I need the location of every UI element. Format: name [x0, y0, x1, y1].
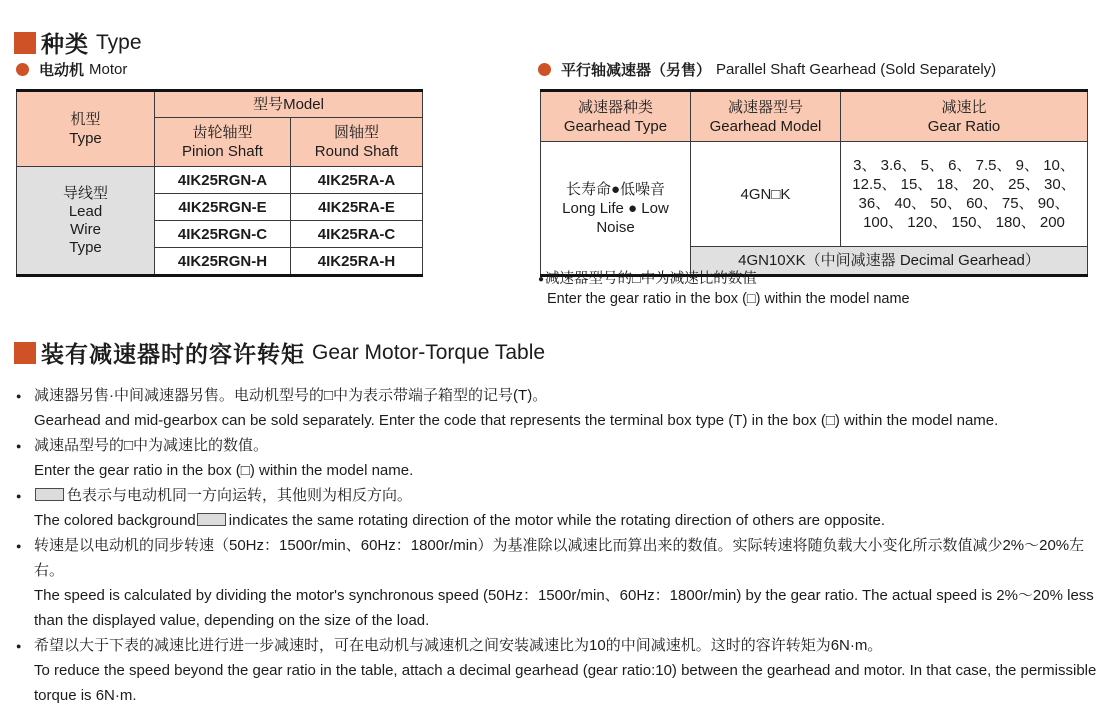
motor-col-model-header: 型号Model	[155, 91, 423, 118]
ratio-line: 3、 3.6、 5、 6、 7.5、 9、 10、	[853, 157, 1075, 174]
bullet-icon: ●	[16, 541, 22, 551]
section-torque-header	[14, 336, 545, 369]
col-type-cn: 机型	[70, 111, 101, 128]
table-row	[17, 167, 423, 194]
col1-en: Gearhead Type	[563, 117, 668, 135]
gearhead-model-cell: 4GN□K	[691, 142, 841, 247]
gear-ratio-cell	[841, 142, 1088, 247]
col-round-cn: 圆轴型	[334, 124, 380, 141]
bullet-icon: ●	[16, 391, 22, 401]
row-group-line: Wire	[70, 220, 101, 238]
motor-col-type-header	[17, 91, 155, 167]
ratio-line: 100、 120、 150、 180、 200	[863, 214, 1065, 231]
list-item	[16, 383, 1108, 433]
note-cn: 减速器另售·中间减速器另售。电动机型号的□中为表示带端子箱型的记号(T)。	[34, 387, 548, 404]
motor-heading	[16, 59, 127, 80]
model-cell: 4IK25RGN-A	[155, 167, 291, 194]
gearhead-col-model-header	[691, 91, 841, 142]
section-type-title-cn: 种类	[41, 31, 89, 57]
col2-en: Gearhead Model	[709, 117, 822, 135]
section-marker-icon	[14, 32, 36, 54]
note-cn	[34, 483, 1108, 508]
row-group-line: Type	[69, 238, 102, 256]
model-cell: 4IK25RGN-C	[155, 221, 291, 248]
col3-en: Gear Ratio	[927, 117, 1001, 135]
note-en: The speed is calculated by dividing the motor's synchronous speed (50Hz：1500r/min、60Hz：1800r/min) by the gear ratio. The actual speed is 2%～20% less than the displayed value, depending on the size of the load.	[34, 587, 1094, 629]
gearhead-type-en: Noise	[596, 218, 635, 236]
gearhead-col-ratio-header	[841, 91, 1088, 142]
note-en	[34, 508, 1108, 533]
note-en: To reduce the speed beyond the gear ratio in the table, attach a decimal gearhead (gear ratio:10) between the gearhead and motor. In that case, the permissible torque is 6N·m.	[34, 662, 1097, 704]
bullet-icon: ●	[16, 641, 22, 651]
gearhead-type-en: Long Life ● Low	[562, 199, 669, 217]
ratio-line: 36、 40、 50、 60、 75、 90、	[858, 195, 1070, 212]
bullet-icon	[538, 63, 551, 76]
gearhead-type-cell	[541, 142, 691, 276]
list-item	[16, 433, 1108, 483]
section-torque-title-en: Gear Motor-Torque Table	[312, 340, 546, 364]
col-pinion-en: Pinion Shaft	[182, 143, 263, 160]
table-row	[541, 142, 1088, 247]
note-cn: 转速是以电动机的同步转速（50Hz：1500r/min、60Hz：1800r/min）为基准除以减速比而算出来的数值。实际转速将随负载大小变化所示数值减少2%～20%左右。	[34, 537, 1085, 579]
section-type-header	[14, 26, 142, 59]
bullet-icon: ●	[538, 274, 545, 285]
gearhead-table	[540, 89, 1088, 277]
gearhead-type-cn: 长寿命●低噪音	[565, 180, 666, 198]
ratio-line: 12.5、 15、 18、 20、 25、 30、	[852, 176, 1076, 193]
gearhead-heading	[538, 59, 996, 80]
color-swatch-icon	[35, 488, 64, 501]
note-en: Enter the gear ratio in the box (□) within the model name.	[34, 462, 414, 479]
motor-col-pinion-header	[155, 118, 291, 167]
gearhead-note-en: Enter the gear ratio in the box (□) within the model name	[547, 290, 910, 307]
col-pinion-cn: 齿轮轴型	[192, 124, 253, 141]
motor-table	[16, 89, 423, 277]
notes-list	[16, 383, 1108, 704]
motor-heading-en: Motor	[89, 61, 128, 78]
note-cn: 希望以大于下表的减速比进行进一步减速时，可在电动机与减速机之间安装减速比为10的中间减速机。这时的容许转矩为6N·m。	[34, 637, 883, 654]
motor-col-round-header	[291, 118, 423, 167]
section-torque-title-cn: 装有减速器时的容许转矩	[41, 341, 305, 367]
note-en-after: indicates the same rotating direction of the motor while the rotating direction of others are opposite.	[228, 512, 885, 529]
model-cell: 4IK25RGN-H	[155, 248, 291, 276]
note-cn-text: 色表示与电动机同一方向运转，其他则为相反方向。	[67, 487, 413, 504]
gearhead-col-type-header	[541, 91, 691, 142]
color-swatch-icon	[197, 513, 226, 526]
bullet-icon: ●	[16, 491, 22, 501]
list-item	[16, 483, 1108, 533]
model-cell: 4IK25RA-C	[291, 221, 423, 248]
table-row	[541, 91, 1088, 142]
decimal-gearhead-cell: 4GN10XK（中间减速器 Decimal Gearhead）	[691, 247, 1088, 276]
section-type-title-en: Type	[96, 30, 142, 54]
motor-heading-cn: 电动机	[39, 62, 85, 79]
model-cell: 4IK25RA-E	[291, 194, 423, 221]
model-cell: 4IK25RA-H	[291, 248, 423, 276]
row-group-line: 导线型	[62, 184, 108, 202]
bullet-icon	[16, 63, 29, 76]
motor-row-group-cell	[17, 167, 155, 276]
note-en: Gearhead and mid-gearbox can be sold separately. Enter the code that represents the terminal box type (T) in the box (□) within the model name.	[34, 412, 999, 429]
note-en-before: The colored background	[34, 512, 196, 529]
bullet-icon: ●	[16, 441, 22, 451]
col-type-en: Type	[69, 130, 102, 147]
row-group-line: Lead	[68, 202, 103, 220]
gearhead-note-cn: 减速器型号的□中为减速比的数值	[545, 271, 757, 287]
list-item	[16, 633, 1108, 704]
col-round-en: Round Shaft	[314, 143, 399, 160]
col3-cn: 减速比	[941, 98, 987, 116]
col1-cn: 减速器种类	[577, 98, 653, 116]
col2-cn: 减速器型号	[727, 98, 803, 116]
gearhead-note	[538, 270, 910, 308]
table-row	[17, 91, 423, 118]
list-item	[16, 533, 1108, 633]
gearhead-heading-en: Parallel Shaft Gearhead (Sold Separately)	[716, 61, 997, 78]
model-cell: 4IK25RA-A	[291, 167, 423, 194]
gearhead-heading-cn: 平行轴减速器（另售）	[561, 62, 712, 79]
section-marker-icon	[14, 342, 36, 364]
note-cn: 减速品型号的□中为减速比的数值。	[34, 437, 269, 454]
model-cell: 4IK25RGN-E	[155, 194, 291, 221]
